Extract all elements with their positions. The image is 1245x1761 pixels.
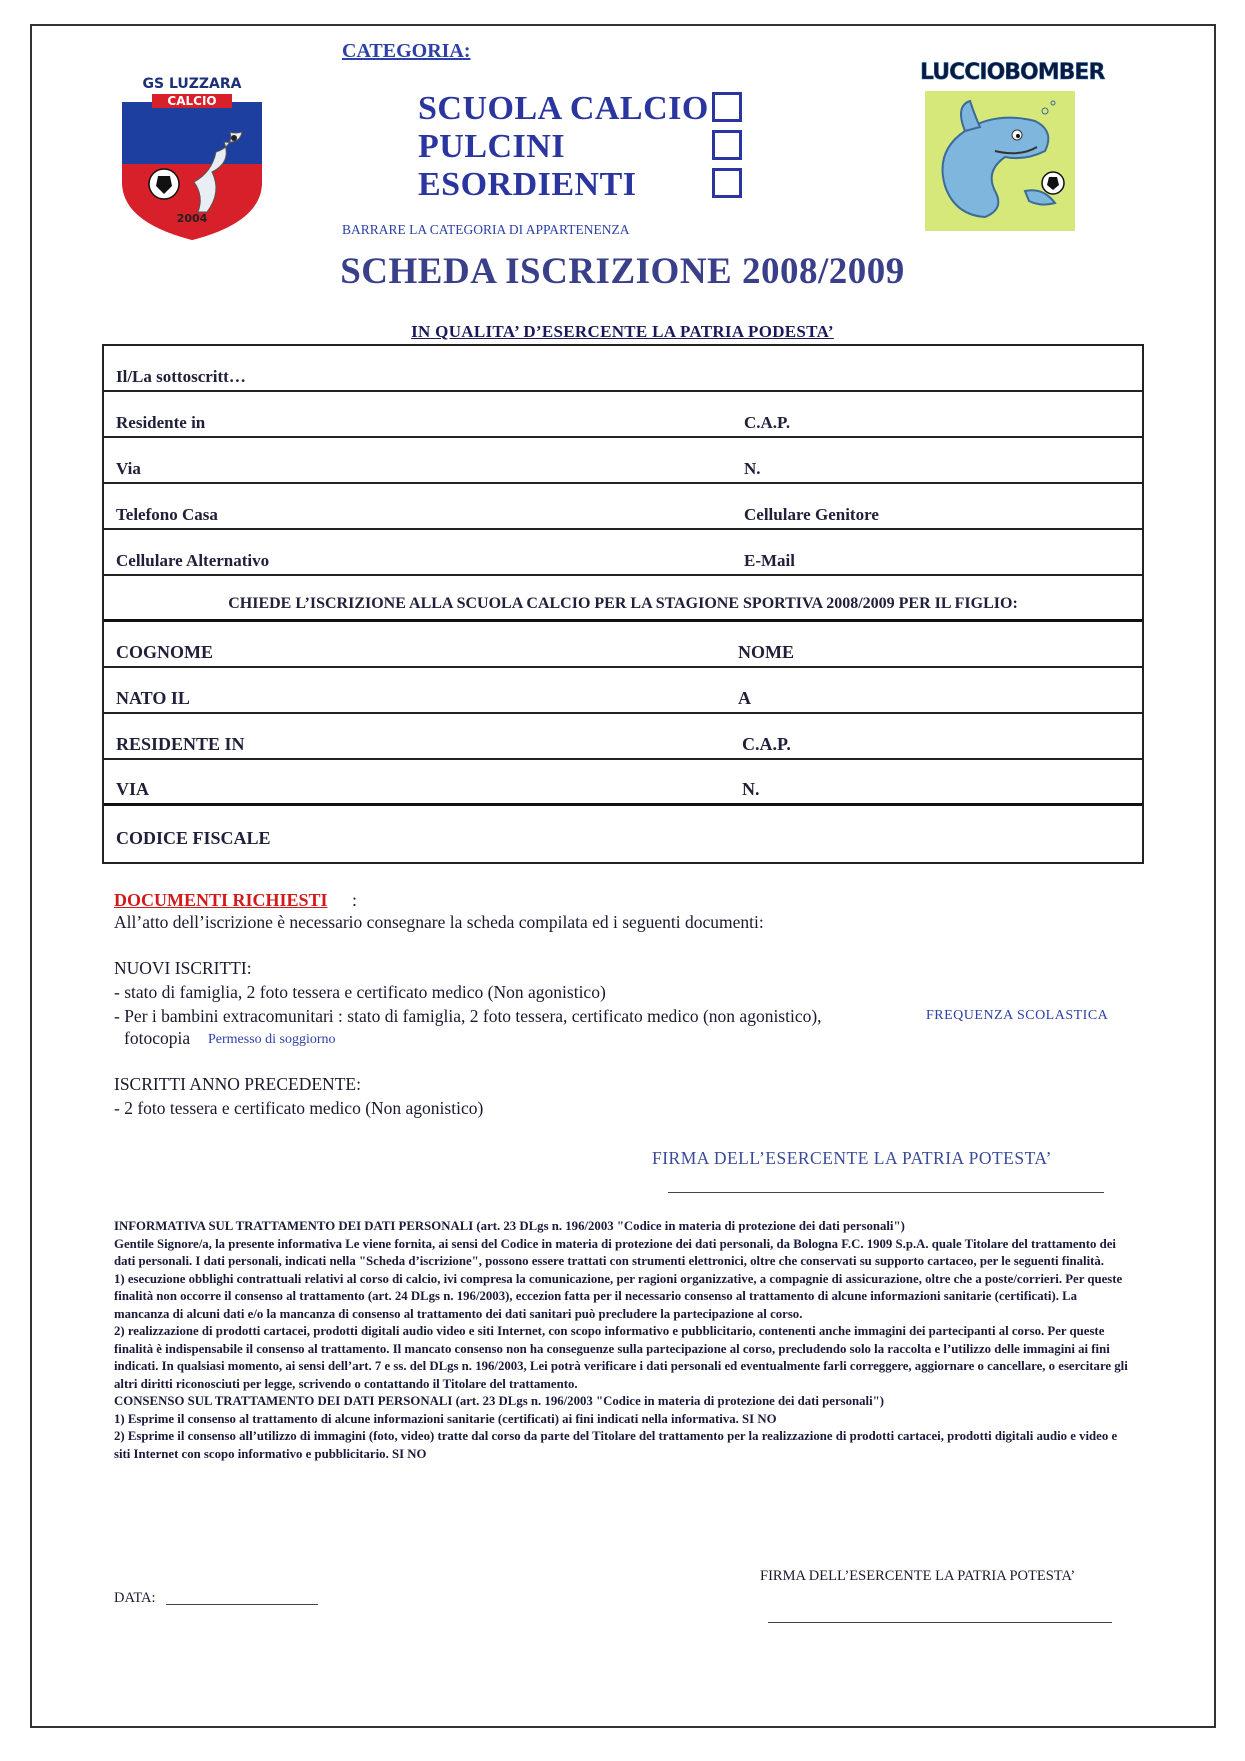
row-chiede — [104, 576, 1142, 622]
label-codice-fiscale: CODICE FISCALE — [116, 828, 271, 848]
chiede-text: CHIEDE L’ISCRIZIONE ALLA SCUOLA CALCIO PER LA STAGIONE SPORTIVA 2008/2009 PER IL FIGLIO: — [228, 595, 1018, 612]
label-nato: NATO IL — [116, 688, 190, 708]
label-a: A — [738, 688, 751, 708]
barrare-instruction: BARRARE LA CATEGORIA DI APPARTENENZA — [342, 222, 630, 237]
label-sottoscritto: Il/La sottoscritt… — [116, 367, 246, 386]
page-title: SCHEDA ISCRIZIONE 2008/2009 — [340, 251, 905, 292]
row-telefono[interactable] — [104, 484, 1142, 530]
label-telefono: Telefono Casa — [116, 505, 218, 524]
checkbox-esordienti[interactable] — [712, 168, 742, 198]
data-line[interactable] — [166, 1604, 318, 1605]
fotocopia-text: fotocopia — [124, 1028, 191, 1048]
gs-luzzara-logo — [112, 72, 272, 242]
label-via-child: VIA — [116, 779, 150, 799]
consenso-title: CONSENSO SUL TRATTAMENTO DEI DATI PERSONALI (art. 23 DLgs n. 196/2003 "Codice in materia di protezione dei dati personali") — [114, 1394, 884, 1408]
label-n-child: N. — [742, 779, 760, 799]
precedente-line1: - 2 foto tessera e certificato medico (Non agonistico) — [114, 1098, 484, 1118]
label-cellulare-alt: Cellulare Alternativo — [116, 551, 270, 570]
row-residente[interactable] — [104, 392, 1142, 438]
row-cognome[interactable] — [104, 622, 1142, 668]
lucciobomber-title: LUCCIOBOMBER — [920, 60, 1105, 85]
qualita-subtitle: IN QUALITA’ D’ESERCENTE LA PATRIA PODESTA’ — [411, 322, 834, 341]
nuovi-line1: - stato di famiglia, 2 foto tessera e certificato medico (Non agonistico) — [114, 982, 606, 1002]
row-residente-child[interactable] — [104, 714, 1142, 760]
nuovi-line2: - Per i bambini extracomunitari : stato di famiglia, 2 foto tessera, certificato medico (non agonistico), — [114, 1006, 822, 1026]
label-residente-child: RESIDENTE IN — [116, 734, 245, 754]
firma-line-2[interactable] — [768, 1622, 1112, 1623]
checkbox-pulcini[interactable] — [712, 130, 742, 160]
documenti-intro: All’atto dell’iscrizione è necessario consegnare la scheda compilata ed i seguenti documenti: — [114, 912, 764, 932]
logo-sub: CALCIO — [167, 94, 217, 108]
consenso-1: 1) Esprime il consenso al trattamento di alcune informazioni sanitarie (certificati) ai fini indicati nella informativa. SI NO — [114, 1411, 777, 1426]
label-email: E-Mail — [744, 551, 795, 570]
label-cap: C.A.P. — [744, 413, 791, 432]
label-via: Via — [116, 459, 141, 478]
nuovi-title: NUOVI ISCRITTI: — [114, 958, 252, 978]
row-codice-fiscale[interactable] — [104, 806, 1142, 852]
label-cellulare-genitore: Cellulare Genitore — [744, 505, 879, 524]
firma-label-2: FIRMA DELL’ESERCENTE LA PATRIA POTESTA’ — [760, 1568, 1076, 1584]
logo-name: GS LUZZARA — [142, 76, 242, 92]
data-label: DATA: — [114, 1590, 156, 1606]
documenti-colon: : — [352, 890, 358, 910]
row-nato[interactable] — [104, 668, 1142, 714]
frequenza-scolastica: FREQUENZA SCOLASTICA — [926, 1008, 1109, 1023]
categoria-label: CATEGORIA: — [342, 40, 471, 62]
informativa-p1: Gentile Signore/a, la presente informativa Le viene fornita, ai sensi del Codice in materia di protezione dei dati personali, da Bologna F.C. 1909 S.p.A. quale Titolare del trattamento dei dati personali. I dati personali, indicati nella "Scheda d’iscrizione", possono essere trattati con strumenti elettronici, oltre che conservati su supporto cartaceo, per le seguenti finalità. — [114, 1236, 1116, 1268]
documenti-heading: DOCUMENTI RICHIESTI — [114, 890, 328, 910]
logo-year: 2004 — [176, 212, 208, 225]
label-nome: NOME — [738, 642, 794, 662]
firma-line-1[interactable] — [668, 1192, 1104, 1193]
label-n: N. — [744, 459, 761, 478]
category-esordienti: ESORDIENTI — [418, 166, 637, 203]
row-cellulare-alt[interactable] — [104, 530, 1142, 576]
informativa-p2: 1) esecuzione obblighi contrattuali relativi al corso di calcio, ivi compresa la comunicazione, per ragioni organizzative, a compagnie di assicurazione, oltre che a poste/corrieri. Per queste finalità non occorre il consenso al trattamento (art. 24 DLgs n. 196/2003), eccezion fatta per il necessario consenso al trattamento di alcune informazioni sanitarie (certificati). La mancanza di alcuni dati e/o la mancanza di consenso al trattamento dei dati sanitari può precludere la partecipazione al corso. — [114, 1271, 1123, 1321]
label-cap-child: C.A.P. — [742, 734, 791, 754]
informativa-p3: 2) realizzazione di prodotti cartacei, prodotti digitali audio video e siti Internet, con scopo informativo e pubblicitario, contenenti anche immagini dei partecipanti al corso. Per queste finalità è indispensabile il consenso al trattamento. Il mancato consenso non ha conseguenze sulla partecipazione al corso, precludendo solo la raccolta e l’utilizzo delle immagini ai fini indicati. In qualsiasi momento, ai sensi dell’art. 7 e ss. del DLgs n. 196/2003, Lei potrà verificare i dati personali ed eventualmente farli correggere, aggiornare o cancellare, o esercitare gli altri diritti riconosciuti per legge, scrivendo o contattando il Titolare del trattamento. — [114, 1324, 1128, 1391]
category-scuola-calcio: SCUOLA CALCIO — [418, 90, 709, 127]
permesso-soggiorno: Permesso di soggiorno — [208, 1032, 336, 1047]
consenso-2: 2) Esprime il consenso all’utilizzo di immagini (foto, video) tratte dal corso da parte del Titolare del trattamento per la realizzazione di prodotti cartacei, prodotti digitali audio e video e siti Internet con scopo informativo e pubblicitario. SI NO — [114, 1429, 1118, 1461]
row-via-child[interactable] — [104, 760, 1142, 806]
category-pulcini: PULCINI — [418, 128, 566, 165]
precedente-title: ISCRITTI ANNO PRECEDENTE: — [114, 1074, 361, 1094]
registration-form — [102, 344, 1144, 864]
informativa-title: INFORMATIVA SUL TRATTAMENTO DEI DATI PERSONALI (art. 23 DLgs n. 196/2003 "Codice in materia di protezione dei dati personali") — [114, 1219, 905, 1233]
label-cognome: COGNOME — [116, 642, 213, 662]
row-via[interactable] — [104, 438, 1142, 484]
checkbox-scuola-calcio[interactable] — [712, 92, 742, 122]
informativa-block — [114, 1218, 1134, 1463]
label-residente: Residente in — [116, 413, 206, 432]
row-sottoscritto[interactable] — [104, 346, 1142, 392]
lucciobomber-logo — [920, 60, 1105, 240]
firma-label-1: FIRMA DELL’ESERCENTE LA PATRIA POTESTA’ — [652, 1148, 1052, 1168]
